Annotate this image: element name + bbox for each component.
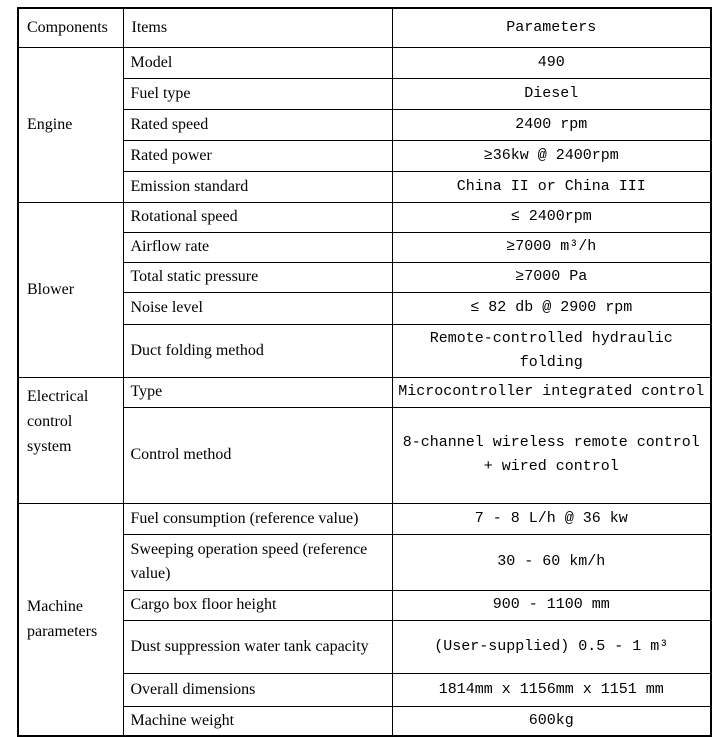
parameter-cell: 7 - 8 L/h @ 36 kw: [392, 503, 711, 534]
item-cell: Control method: [123, 407, 392, 503]
component-cell-blower: Blower: [18, 202, 123, 377]
item-cell: Emission standard: [123, 171, 392, 202]
parameter-cell: ≥36kw @ 2400rpm: [392, 140, 711, 171]
parameter-cell: 2400 rpm: [392, 109, 711, 140]
header-cell-components: Components: [18, 8, 123, 47]
parameter-cell: China II or China III: [392, 171, 711, 202]
parameter-cell: Remote-controlled hydraulic folding: [392, 324, 711, 377]
parameter-cell: 490: [392, 47, 711, 78]
component-cell-machine-parameters: Machine parameters: [18, 503, 123, 736]
item-cell: Airflow rate: [123, 232, 392, 262]
item-cell: Model: [123, 47, 392, 78]
item-cell: Fuel type: [123, 78, 392, 109]
item-cell: Rated speed: [123, 109, 392, 140]
item-cell: Type: [123, 377, 392, 407]
item-cell: Total static pressure: [123, 262, 392, 292]
item-cell: Duct folding method: [123, 324, 392, 377]
item-cell: Rated power: [123, 140, 392, 171]
table-row: [18, 377, 711, 407]
table-row: [18, 503, 711, 534]
item-cell: Cargo box floor height: [123, 590, 392, 620]
item-cell: Dust suppression water tank capacity: [123, 620, 392, 673]
header-cell-parameters: Parameters: [392, 8, 711, 47]
parameter-cell: (User-supplied) 0.5 - 1 m³: [392, 620, 711, 673]
component-cell-electrical-control-system: Electrical control system: [18, 377, 123, 503]
parameter-cell: Microcontroller integrated control: [392, 377, 711, 407]
parameter-cell: ≤ 2400rpm: [392, 202, 711, 232]
parameter-cell: 600kg: [392, 706, 711, 736]
parameter-cell: 1814mm x 1156mm x 1151 mm: [392, 673, 711, 706]
parameter-cell: 8-channel wireless remote control + wired control: [392, 407, 711, 503]
item-cell: Machine weight: [123, 706, 392, 736]
component-cell-engine: Engine: [18, 47, 123, 202]
table-row: [18, 202, 711, 232]
parameter-cell: Diesel: [392, 78, 711, 109]
table-header-row: [18, 8, 711, 47]
parameter-cell: ≥7000 Pa: [392, 262, 711, 292]
spec-table: [17, 7, 712, 737]
parameter-cell: 30 - 60 km/h: [392, 534, 711, 590]
item-cell: Rotational speed: [123, 202, 392, 232]
item-cell: Overall dimensions: [123, 673, 392, 706]
item-cell: Noise level: [123, 292, 392, 324]
table-row: [18, 47, 711, 78]
parameter-cell: ≤ 82 db @ 2900 rpm: [392, 292, 711, 324]
item-cell: Fuel consumption (reference value): [123, 503, 392, 534]
parameter-cell: 900 - 1100 mm: [392, 590, 711, 620]
item-cell: Sweeping operation speed (reference value): [123, 534, 392, 590]
parameter-cell: ≥7000 m³/h: [392, 232, 711, 262]
header-cell-items: Items: [123, 8, 392, 47]
